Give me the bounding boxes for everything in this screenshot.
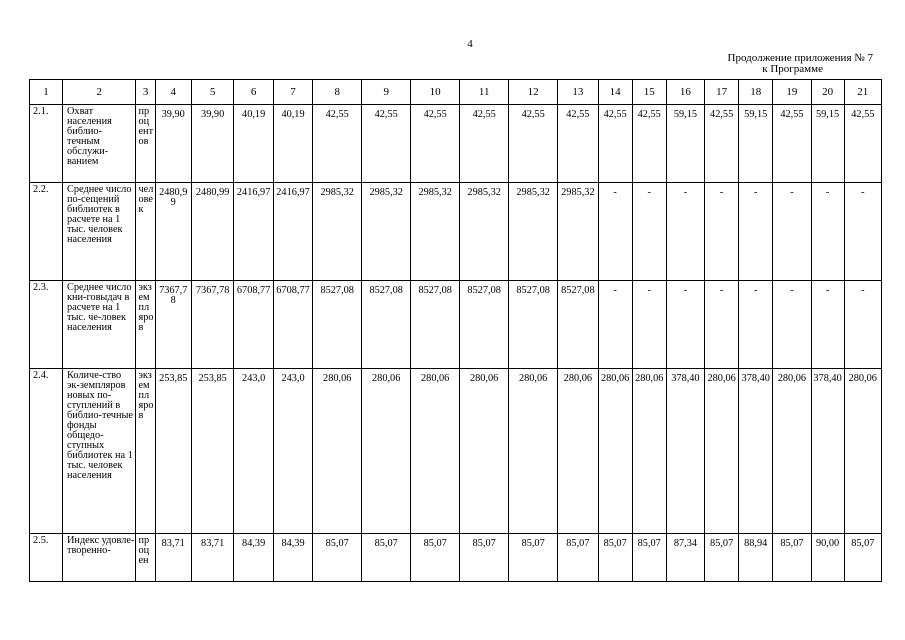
value-cell: - [666, 183, 704, 281]
table-row [30, 369, 882, 534]
continuation-line-1: Продолжение приложения № 7 [727, 52, 873, 64]
value-cell: 84,39 [273, 534, 312, 582]
value-cell: - [773, 281, 811, 369]
appendix-continuation [683, 53, 873, 75]
value-cell: 39,90 [155, 105, 191, 183]
value-cell: 85,07 [411, 534, 460, 582]
value-cell: 85,07 [705, 534, 739, 582]
value-cell: 90,00 [811, 534, 844, 582]
column-header: 16 [666, 80, 704, 105]
value-cell: 2985,32 [558, 183, 598, 281]
value-cell: 42,55 [773, 105, 811, 183]
value-cell: 42,55 [509, 105, 558, 183]
value-cell: 85,07 [598, 534, 632, 582]
value-cell: 8527,08 [460, 281, 509, 369]
column-header: 7 [273, 80, 312, 105]
value-cell: 378,40 [739, 369, 773, 534]
column-header: 6 [234, 80, 273, 105]
value-cell: 8527,08 [362, 281, 411, 369]
table-row [30, 183, 882, 281]
value-cell: 40,19 [273, 105, 312, 183]
column-header: 14 [598, 80, 632, 105]
column-header: 8 [313, 80, 362, 105]
column-header: 4 [155, 80, 191, 105]
value-cell: 8527,08 [509, 281, 558, 369]
unit-of-measure: человек [136, 183, 155, 281]
value-cell: 378,40 [811, 369, 844, 534]
value-cell: 59,15 [811, 105, 844, 183]
value-cell: 243,0 [234, 369, 273, 534]
header-row [30, 80, 882, 105]
row-number: 2.4. [30, 369, 63, 534]
value-cell: 8527,08 [411, 281, 460, 369]
value-cell: 42,55 [558, 105, 598, 183]
value-cell: 42,55 [844, 105, 881, 183]
value-cell: 2985,32 [362, 183, 411, 281]
indicator-name: Количе-ство эк-земпляров новых по-ступлений в библио-течные фонды общедо-ступных библиотек на 1 тыс. человек населения [63, 369, 136, 534]
table-row [30, 105, 882, 183]
value-cell: 85,07 [844, 534, 881, 582]
value-cell: - [773, 183, 811, 281]
column-header: 13 [558, 80, 598, 105]
value-cell: - [598, 183, 632, 281]
value-cell: 280,06 [632, 369, 666, 534]
value-cell: 2480,99 [191, 183, 234, 281]
value-cell: 2416,97 [234, 183, 273, 281]
value-cell: 280,06 [598, 369, 632, 534]
row-number: 2.2. [30, 183, 63, 281]
value-cell: 42,55 [460, 105, 509, 183]
column-header: 1 [30, 80, 63, 105]
column-header: 3 [136, 80, 155, 105]
value-cell: 88,94 [739, 534, 773, 582]
indicators-table [29, 79, 882, 582]
value-cell: 280,06 [509, 369, 558, 534]
column-header: 15 [632, 80, 666, 105]
value-cell: - [632, 183, 666, 281]
value-cell: 253,85 [191, 369, 234, 534]
column-header: 12 [509, 80, 558, 105]
column-header: 20 [811, 80, 844, 105]
value-cell: 2985,32 [509, 183, 558, 281]
value-cell: - [739, 183, 773, 281]
row-number: 2.1. [30, 105, 63, 183]
value-cell: 280,06 [411, 369, 460, 534]
value-cell: - [705, 183, 739, 281]
value-cell: 85,07 [632, 534, 666, 582]
row-number: 2.3. [30, 281, 63, 369]
column-header: 9 [362, 80, 411, 105]
value-cell: 6708,77 [273, 281, 312, 369]
value-cell: 42,55 [313, 105, 362, 183]
value-cell: 85,07 [362, 534, 411, 582]
value-cell: 59,15 [739, 105, 773, 183]
value-cell: 2416,97 [273, 183, 312, 281]
indicator-name: Среднее число по-сещений библиотек в расчете на 1 тыс. человек населения [63, 183, 136, 281]
value-cell: 280,06 [362, 369, 411, 534]
value-cell: - [705, 281, 739, 369]
value-cell: 280,06 [313, 369, 362, 534]
value-cell: 243,0 [273, 369, 312, 534]
value-cell: - [844, 281, 881, 369]
continuation-line-2: к Программе [762, 63, 823, 75]
value-cell: 2985,32 [460, 183, 509, 281]
value-cell: - [811, 183, 844, 281]
value-cell: 85,07 [773, 534, 811, 582]
indicator-name: Индекс удовле-творенно- [63, 534, 136, 582]
value-cell: 42,55 [705, 105, 739, 183]
column-header: 2 [63, 80, 136, 105]
table-row [30, 534, 882, 582]
row-number: 2.5. [30, 534, 63, 582]
value-cell: 42,55 [362, 105, 411, 183]
value-cell: 6708,77 [234, 281, 273, 369]
value-cell: 42,55 [411, 105, 460, 183]
value-cell: 280,06 [773, 369, 811, 534]
value-cell: 253,85 [155, 369, 191, 534]
value-cell: 40,19 [234, 105, 273, 183]
value-cell: 280,06 [460, 369, 509, 534]
value-cell: 83,71 [155, 534, 191, 582]
column-header: 11 [460, 80, 509, 105]
value-cell: - [811, 281, 844, 369]
unit-of-measure: процен [136, 534, 155, 582]
value-cell: 42,55 [632, 105, 666, 183]
value-cell: 2480,99 [155, 183, 191, 281]
column-header: 10 [411, 80, 460, 105]
indicator-name: Охват населения библио-течным обслужи-ванием [63, 105, 136, 183]
unit-of-measure: экземпляров [136, 369, 155, 534]
value-cell: 85,07 [313, 534, 362, 582]
column-header: 21 [844, 80, 881, 105]
value-cell: 8527,08 [558, 281, 598, 369]
column-header: 18 [739, 80, 773, 105]
value-cell: 378,40 [666, 369, 704, 534]
unit-of-measure: процентов [136, 105, 155, 183]
column-header: 5 [191, 80, 234, 105]
value-cell: 280,06 [705, 369, 739, 534]
value-cell: - [598, 281, 632, 369]
value-cell: - [666, 281, 704, 369]
value-cell: 59,15 [666, 105, 704, 183]
value-cell: 8527,08 [313, 281, 362, 369]
value-cell: 85,07 [509, 534, 558, 582]
page-number: 4 [467, 38, 473, 50]
value-cell: 85,07 [460, 534, 509, 582]
value-cell: 2985,32 [411, 183, 460, 281]
column-header: 19 [773, 80, 811, 105]
value-cell: 280,06 [558, 369, 598, 534]
value-cell: 87,34 [666, 534, 704, 582]
value-cell: 85,07 [558, 534, 598, 582]
value-cell: - [844, 183, 881, 281]
value-cell: 7367,78 [191, 281, 234, 369]
value-cell: 42,55 [598, 105, 632, 183]
table-row [30, 281, 882, 369]
value-cell: 39,90 [191, 105, 234, 183]
value-cell: 83,71 [191, 534, 234, 582]
indicator-name: Среднее число кни-говыдач в расчете на 1 тыс. че-ловек населения [63, 281, 136, 369]
value-cell: - [632, 281, 666, 369]
column-header: 17 [705, 80, 739, 105]
value-cell: 7367,78 [155, 281, 191, 369]
value-cell: 84,39 [234, 534, 273, 582]
value-cell: 2985,32 [313, 183, 362, 281]
value-cell: - [739, 281, 773, 369]
value-cell: 280,06 [844, 369, 881, 534]
unit-of-measure: экземпляров [136, 281, 155, 369]
